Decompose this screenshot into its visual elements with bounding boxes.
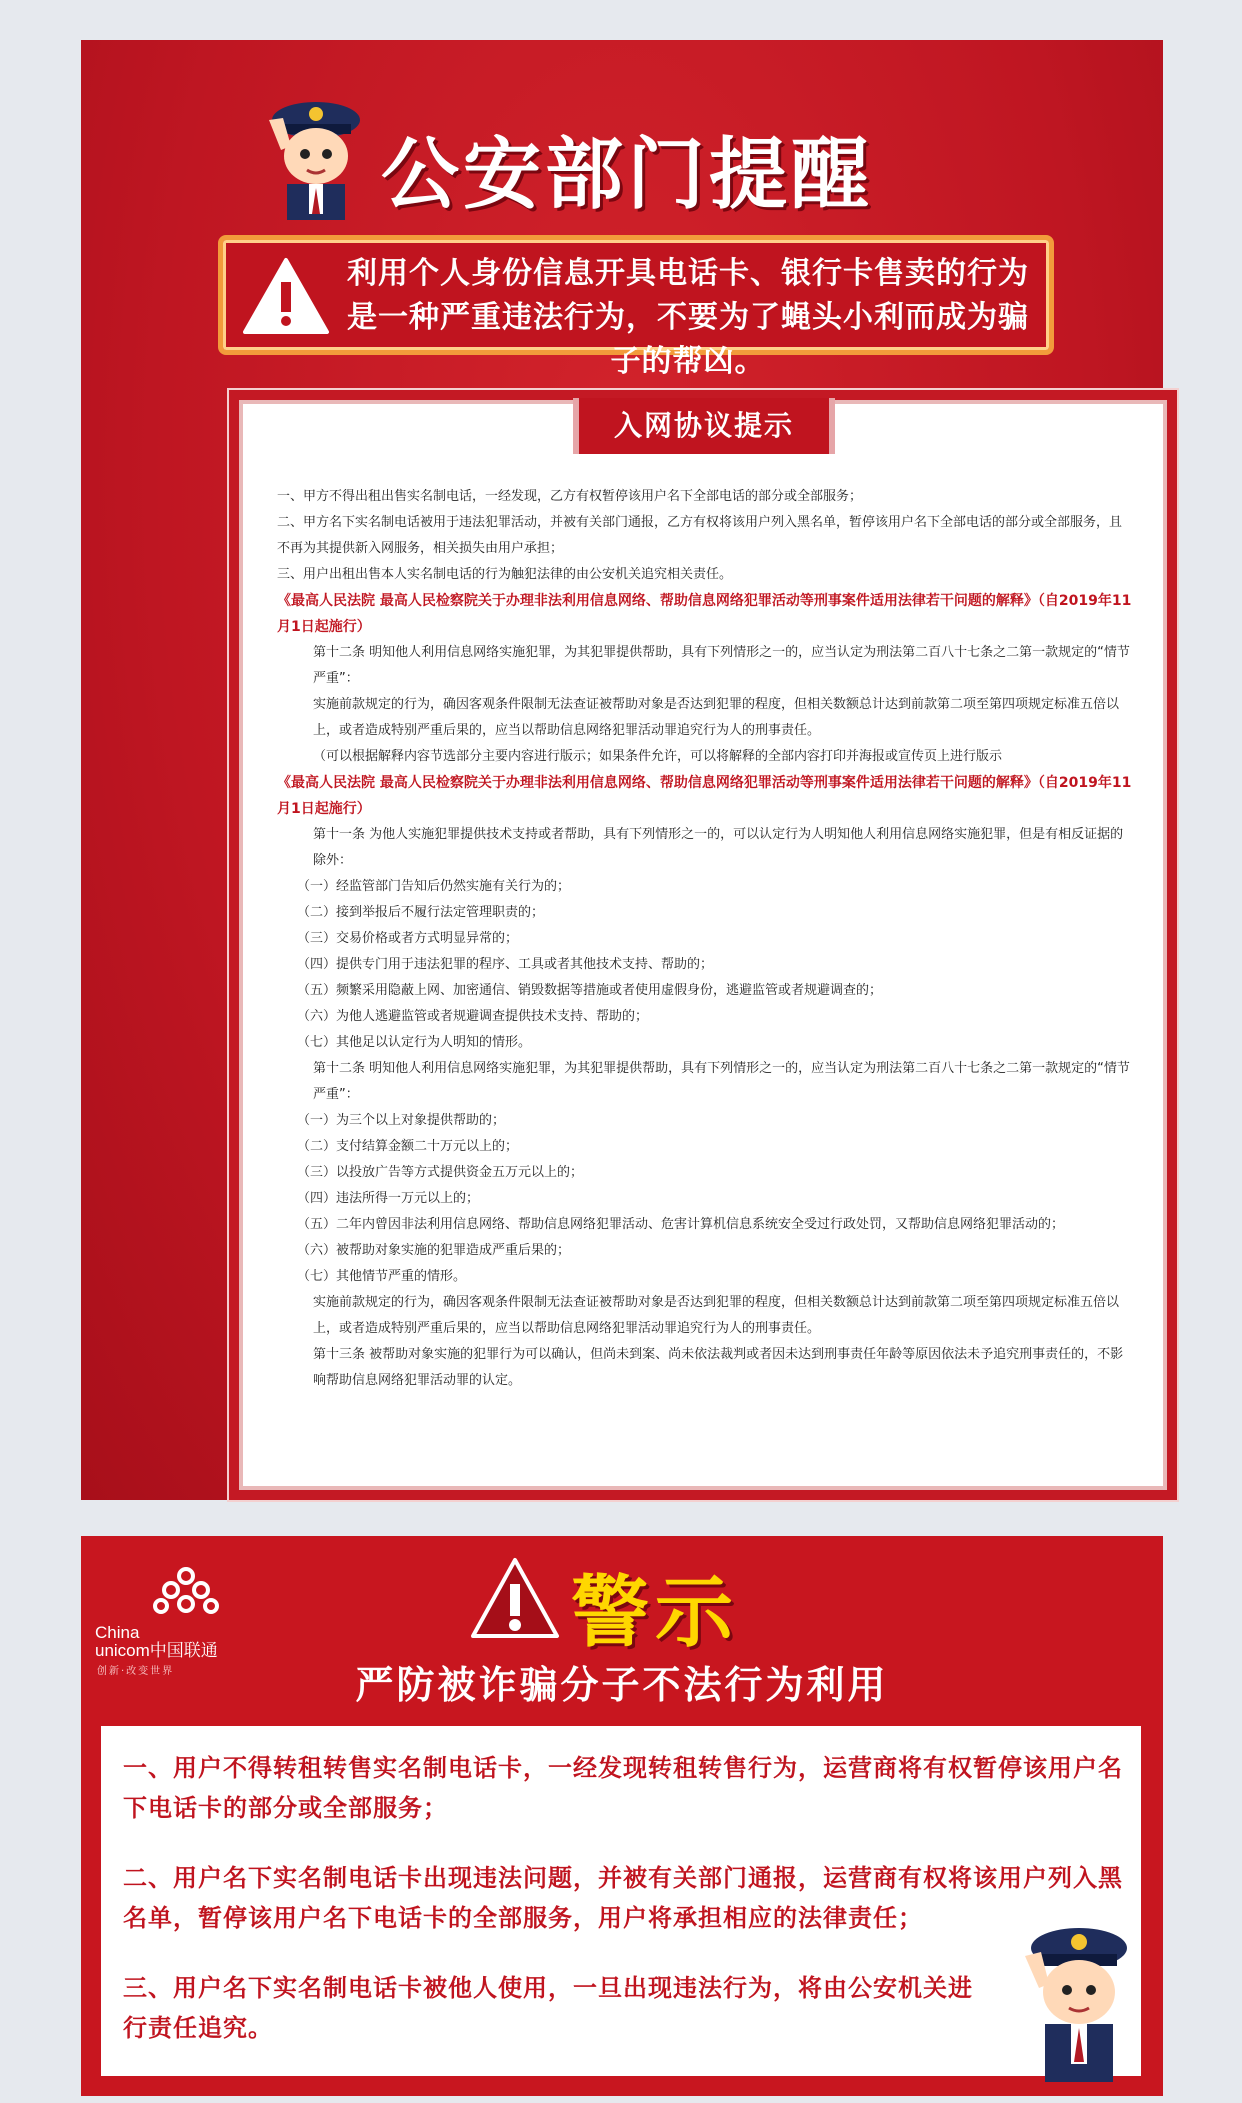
warning-subtitle: 严防被诈骗分子不法行为利用: [355, 1662, 889, 1707]
card-list-item: （四）违法所得一万元以上的；: [297, 1191, 480, 1206]
page-title: 公安部门提醒: [381, 130, 874, 220]
notice-item: 一、用户不得转租转售实名制电话卡，一经发现转租转售行为，运营商将有权暂停该用户名下电话卡的部分或全部服务；: [123, 1753, 1123, 1822]
card-paragraph: 实施前款规定的行为，确因客观条件限制无法查证被帮助对象是否达到犯罪的程度，但相关数额总计达到前款第二项至第四项规定标准五倍以上，或者造成特别严重后果的，应当以帮助信息网络犯罪活动罪追究行为人的刑事责任。: [313, 697, 1120, 738]
card-paragraph: 二、甲方名下实名制电话被用于违法犯罪活动，并被有关部门通报，乙方有权将该用户列入黑名单，暂停该用户名下全部电话的部分或全部服务，且不再为其提供新入网服务，相关损失由用户承担；: [277, 515, 1123, 556]
card-list-item: （三）以投放广告等方式提供资金五万元以上的；: [297, 1165, 584, 1180]
card-body: [277, 484, 1133, 1394]
card-paragraph: 三、用户出租出售本人实名制电话的行为触犯法律的由公安机关追究相关责任。: [277, 567, 733, 582]
card-paragraph-heading: 《最高人民法院 最高人民检察院关于办理非法利用信息网络、帮助信息网络犯罪活动等刑事案件适用法律若干问题的解释》（自2019年11月1日起施行）: [277, 593, 1132, 635]
card-list-item: （五）二年内曾因非法利用信息网络、帮助信息网络犯罪活动、危害计算机信息系统安全受过行政处罚，又帮助信息网络犯罪活动的；: [297, 1217, 1065, 1232]
card-paragraph: 第十二条 明知他人利用信息网络实施犯罪，为其犯罪提供帮助，具有下列情形之一的，应当认定为刑法第二百八十七条之二第一款规定的“情节严重”：: [313, 645, 1130, 686]
card-paragraph: 第十一条 为他人实施犯罪提供技术支持或者帮助，具有下列情形之一的，可以认定行为人明知他人利用信息网络实施犯罪，但是有相反证据的除外：: [313, 827, 1124, 868]
card-list-item: （六）被帮助对象实施的犯罪造成严重后果的；: [297, 1243, 571, 1258]
notice-item: 二、用户名下实名制电话卡出现违法问题，并被有关部门通报，运营商有权将该用户列入黑名单，暂停该用户名下电话卡的全部服务，用户将承担相应的法律责任；: [123, 1863, 1123, 1932]
card-list-item: （一）经监管部门告知后仍然实施有关行为的；: [297, 879, 571, 894]
card-list-item: （六）为他人逃避监管或者规避调查提供技术支持、帮助的；: [297, 1009, 649, 1024]
card-title: 入网协议提示: [573, 398, 835, 454]
police-reminder-poster: [81, 40, 1163, 1500]
unicom-warning-poster: [81, 1536, 1163, 2096]
card-list-item: （一）为三个以上对象提供帮助的；: [297, 1113, 506, 1128]
card-list-item: （三）交易价格或者方式明显异常的；: [297, 931, 519, 946]
warning-text: 利用个人身份信息开具电话卡、银行卡售卖的行为是一种严重违法行为，不要为了蝇头小利而成为骗子的帮凶。: [347, 256, 1029, 379]
agreement-card: [239, 400, 1167, 1490]
card-list-item: （七）其他情节严重的情形。: [297, 1269, 467, 1284]
card-paragraph-heading: 《最高人民法院 最高人民检察院关于办理非法利用信息网络、帮助信息网络犯罪活动等刑事案件适用法律若干问题的解释》（自2019年11月1日起施行）: [277, 775, 1132, 817]
card-paragraph: 一、甲方不得出租出售实名制电话，一经发现，乙方有权暂停该用户名下全部电话的部分或全部服务；: [277, 489, 863, 504]
card-list-item: （二）接到举报后不履行法定管理职责的；: [297, 905, 545, 920]
logo-text-cn: unicom中国联通: [95, 1641, 218, 1660]
card-paragraph: 第十三条 被帮助对象实施的犯罪行为可以确认，但尚未到案、尚未依法裁判或者因未达到刑事责任年龄等原因依法未予追究刑事责任的，不影响帮助信息网络犯罪活动罪的认定。: [313, 1347, 1124, 1388]
card-list-item: （五）频繁采用隐蔽上网、加密通信、销毁数据等措施或者使用虚假身份，逃避监管或者规避调查的；: [297, 983, 883, 998]
card-list-item: （二）支付结算金额二十万元以上的；: [297, 1139, 519, 1154]
warning-triangle-icon: [241, 256, 331, 336]
notice-list: [123, 1748, 1123, 2078]
card-list-item: （四）提供专门用于违法犯罪的程序、工具或者其他技术支持、帮助的；: [297, 957, 714, 972]
logo-text-en: China: [95, 1623, 140, 1642]
notice-box: [101, 1726, 1141, 2076]
card-list-item: （七）其他足以认定行为人明知的情形。: [297, 1035, 532, 1050]
card-paragraph: 实施前款规定的行为，确因客观条件限制无法查证被帮助对象是否达到犯罪的程度，但相关数额总计达到前款第二项至第四项规定标准五倍以上，或者造成特别严重后果的，应当以帮助信息网络犯罪活动罪追究行为人的刑事责任。: [313, 1295, 1120, 1336]
police-mascot-icon: [261, 90, 371, 220]
warning-title: 警示: [571, 1567, 740, 1658]
card-paragraph: （可以根据解释内容节选部分主要内容进行版示；如果条件允许，可以将解释的全部内容打印并海报或宣传页上进行版示: [313, 749, 1003, 764]
warning-banner: [218, 235, 1054, 379]
notice-item: 三、用户名下实名制电话卡被他人使用，一旦出现违法行为，将由公安机关进行责任追究。: [123, 1973, 973, 2042]
police-mascot-icon: [1009, 1912, 1139, 2082]
card-paragraph: 第十二条 明知他人利用信息网络实施犯罪，为其犯罪提供帮助，具有下列情形之一的，应当认定为刑法第二百八十七条之二第一款规定的“情节严重”：: [313, 1061, 1130, 1102]
logo-slogan: 创新·改变世界: [97, 1666, 175, 1677]
warning-triangle-icon: [469, 1556, 561, 1640]
